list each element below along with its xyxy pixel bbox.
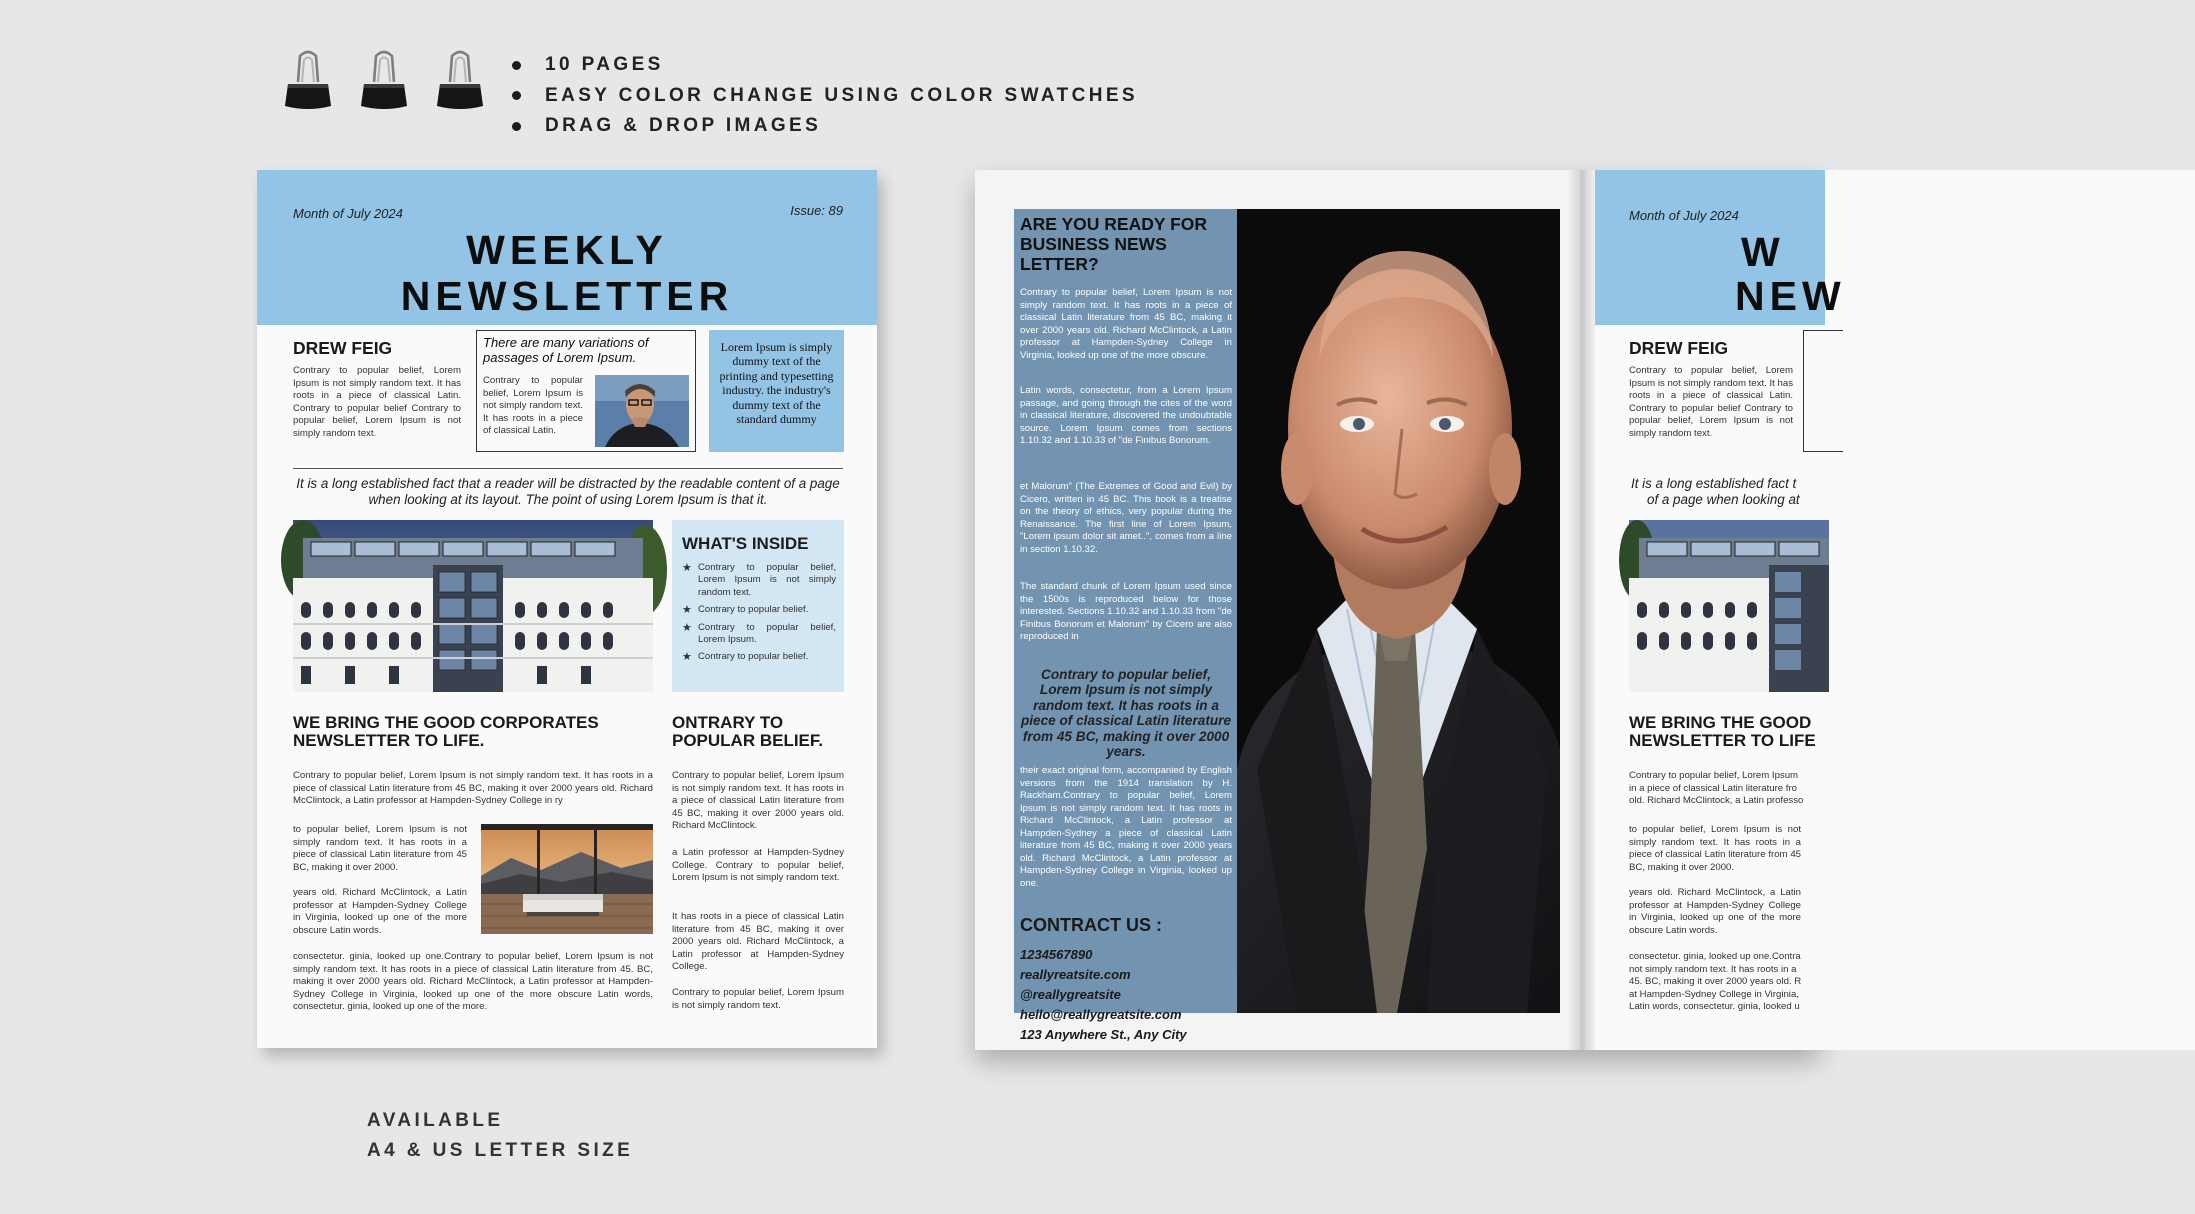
masthead-title-line2: NEW — [1735, 273, 1846, 319]
author-body: Contrary to popular belief, Lorem Ipsum is not simply random text. It has roots in a piece of classical Latin. Contrary to popular belief Contrary to popular belief, Lorem Ipsum is not simply random text. — [293, 365, 461, 439]
contact-address: 123 Anywhere St., Any City — [1020, 1027, 1187, 1042]
sidebar-p5: their exact original form, accompanied by English versions from the 1914 translation by H. Rackham.Contrary to popular belief, Lorem Ipsum is not simply random text. It has roots in Richard McClintock, a Latin professor at Hampden-Sydney a piece of classical Latin literature from 45 BC, making it over 2000 years old. Richard McClintock, a Latin professor at Hampden-Sydney College in Virginia, looked up one. — [1020, 765, 1232, 889]
building-photo — [293, 520, 653, 692]
sidebar-heading: ARE YOU READY FOR BUSINESS NEWS LETTER? — [1020, 214, 1208, 274]
sidebar-quote: Contrary to popular belief, Lorem Ipsum is not simply random text. It has roots in a piece of classical Latin literature from 45 BC, making it over 2000 years. — [1020, 667, 1232, 760]
pull-quote — [1631, 476, 1851, 508]
author-name: DREW FEIG — [1629, 338, 1729, 358]
star-icon: ★ — [682, 621, 692, 634]
right-article-p2: a Latin professor at Hampden-Sydney College. Contrary to popular belief, Lorem Ipsum is not simply random text. — [672, 847, 844, 884]
p1-line1: Contrary to popular belief, Lorem Ipsum — [1629, 770, 1799, 781]
issue-month: Month of July 2024 — [1629, 208, 1739, 223]
whats-inside-title: WHAT'S INSIDE — [682, 534, 809, 553]
feature-item — [512, 50, 1138, 81]
contact-social: @reallygreatsite — [1020, 987, 1121, 1002]
divider — [293, 468, 843, 469]
binder-clips — [284, 50, 484, 112]
right-article-heading: ONTRARY TO POPULAR BELIEF. — [672, 713, 824, 751]
binder-clip-icon — [436, 50, 484, 112]
bullet-dot-icon — [512, 122, 521, 131]
left-article-heading — [1629, 714, 1816, 751]
heading-line2: NEWSLETTER TO LIFE — [1629, 731, 1816, 751]
blue-note: Lorem Ipsum is simply dummy text of the printing and typesetting industry. the industry's dummy text of the standard dummy — [709, 330, 844, 452]
left-article-p4: consectetur. ginia, looked up one.Contrary to popular belief, Lorem Ipsum is not simply random text. It has roots in a piece of classical Latin literature from 45. BC, making it over 2000 years old. Richard McClintock, a Latin professor at Hampden-Sydney College in Virginia, looked up one of the more obscure Latin words, consectetur. ginia, looked up one of the more. — [293, 951, 653, 1013]
feature-box-quote: There are many variations of passages of Lorem Ipsum. — [483, 335, 649, 365]
author-body: Contrary to popular belief, Lorem Ipsum is not simply random text. It has roots in a piece of classical Latin. Contrary to popular belief Contrary to popular belief, Lorem Ipsum is not simply random text. — [1629, 365, 1793, 439]
p4-line1: consectetur. ginia, looked up one.Contra — [1629, 951, 1801, 962]
list-item-text: Contrary to popular belief, Lorem Ipsum. — [698, 621, 836, 646]
sidebar-p1: Contrary to popular belief, Lorem Ipsum is not simply random text. It has roots in a piece of classical Latin literature from 45 BC, making it over 2000 years old. Richard McClintock, a Latin professor at Hampden-Sydney College in Virginia, looked up one of the more obscure. — [1020, 287, 1232, 361]
pull-quote-line1: It is a long established fact t — [1631, 476, 1797, 491]
issue-month: Month of July 2024 — [293, 206, 403, 221]
p4-line2: not simply random text. It has roots in a — [1629, 963, 1797, 975]
issue-number: Issue: 89 — [790, 203, 843, 218]
heading-line1: WE BRING THE GOOD — [1629, 713, 1812, 732]
p4-line5: Latin words, consectetur. ginia, looked u — [1629, 1001, 1800, 1013]
list-item — [682, 622, 836, 647]
masthead-title-line1: WEEKLY — [466, 227, 668, 273]
left-article-p1 — [1629, 770, 1803, 808]
binder-clip-icon — [284, 50, 332, 112]
building-photo — [1629, 520, 1829, 692]
availability-line2: A4 & US LETTER SIZE — [367, 1140, 634, 1161]
sidebar-column — [1014, 209, 1238, 1042]
contact-email: hello@reallygreatsite.com — [1020, 1007, 1182, 1022]
feature-box — [476, 330, 696, 452]
masthead-title-line1: W — [1741, 229, 1785, 275]
p1-line2: in a piece of classical Latin literature fro — [1629, 782, 1797, 794]
whats-inside-panel — [672, 520, 844, 692]
contact-website: reallyreatsite.com — [1020, 967, 1131, 982]
p1-line3: old. Richard McClintock, a Latin professo — [1629, 795, 1804, 807]
star-icon: ★ — [682, 651, 692, 664]
star-icon: ★ — [682, 562, 692, 574]
sidebar-p3: et Malorum" (The Extremes of Good and Evil) by Cicero, written in 45 BC. This book is a treatise on the theory of ethics, very popular during the Renaissance. The first line of Lorem Ipsum, "Lorem ipsum dolor sit amet..", comes from a line in section 1.10.32. — [1020, 481, 1232, 555]
bedroom-photo — [481, 824, 653, 934]
left-article-p3: years old. Richard McClintock, a Latin professor at Hampden-Sydney College in Virginia, looked up one of the more obscure Latin words. — [1629, 887, 1801, 936]
sidebar-p4: The standard chunk of Lorem Ipsum used since the 1500s is reproduced below for those interested. Sections 1.10.32 and 1.10.33 from "de Finibus Bonorum et Malorum" by Cicero are also reproduced in — [1020, 581, 1232, 642]
portrait-photo — [595, 375, 689, 447]
open-spread — [975, 170, 1846, 1050]
bullet-dot-icon — [512, 61, 521, 70]
p4-line4: at Hampden-Sydney College in Virginia, — [1629, 988, 1799, 1000]
feature-item — [512, 81, 1138, 112]
businessman-photo — [1237, 209, 1560, 1013]
newsletter-front-page — [257, 170, 877, 1048]
pull-quote-line2: of a page when looking at — [1647, 492, 1800, 507]
list-item-text: Contrary to popular belief. — [698, 651, 809, 663]
pull-quote: It is a long established fact that a reader will be distracted by the readable content of a page when looking at its layout. The point of using Lorem Ipsum is that it. — [296, 476, 840, 507]
p4-line3: 45. BC, making it over 2000 years old. R — [1629, 976, 1802, 988]
star-icon: ★ — [682, 604, 692, 617]
masthead — [1595, 170, 1846, 325]
right-article-p4: Contrary to popular belief, Lorem Ipsum is not simply random text. — [672, 987, 844, 1011]
feature-text: DRAG & DROP IMAGES — [545, 115, 822, 137]
availability-note — [367, 1106, 633, 1166]
left-article-p4 — [1629, 951, 1801, 1014]
masthead-title-line2: NEWSLETTER — [400, 273, 734, 319]
newsletter-third-page — [1595, 170, 2195, 1050]
left-article-p2: to popular belief, Lorem Ipsum is not simply random text. It has roots in a piece of classical Latin literature from 45 BC, making it over 2000. — [1629, 824, 1801, 873]
left-article-p1: Contrary to popular belief, Lorem Ipsum is not simply random text. It has roots in a piece of classical Latin literature from 45 BC, making it over 2000 years old. Richard McClintock, a Latin professor at Hampden-Sydney College in ry — [293, 770, 653, 807]
right-article-p3: It has roots in a piece of classical Latin literature from 45 BC, making it over 2000 years old. Richard McClintock, a Latin professor at Hampden-Sydney College. — [672, 911, 844, 973]
feature-box-body: Contrary to popular belief, Lorem Ipsum is not simply random text. It has roots in a piece of classical Latin. — [483, 375, 583, 437]
left-article-heading: WE BRING THE GOOD CORPORATES NEWSLETTER TO LIFE. — [293, 713, 599, 751]
list-item-text: Contrary to popular belief, Lorem Ipsum is not simply random text. — [698, 562, 836, 598]
list-item — [682, 604, 836, 616]
list-item-text: Contrary to popular belief. — [698, 604, 809, 616]
sidebar-p2: Latin words, consectetur, from a Lorem Ipsum passage, and going through the cites of the word in classical literature, discovered the undoubtable source. Lorem Ipsum comes from sections 1.10.32 and 1.10.33 of "de Finibus Bonorum. — [1020, 385, 1232, 446]
feature-list — [512, 50, 1138, 142]
author-name: DREW FEIG — [293, 338, 393, 358]
right-article-p1: Contrary to popular belief, Lorem Ipsum is not simply random text. It has roots in a piece of classical Latin literature from 45 BC, making it over 2000 years old. Richard McClintock. — [672, 770, 844, 832]
list-item — [682, 562, 836, 599]
masthead — [257, 170, 877, 325]
feature-item — [512, 111, 1138, 142]
feature-text: EASY COLOR CHANGE USING COLOR SWATCHES — [545, 84, 1138, 106]
left-article-p3: years old. Richard McClintock, a Latin professor at Hampden-Sydney College in Virginia, looked up one of the more obscure Latin words. — [293, 887, 467, 936]
spread-fold — [1567, 170, 1597, 1050]
binder-clip-icon — [360, 50, 408, 112]
contact-title: CONTRACT US : — [1020, 915, 1162, 935]
availability-line1: AVAILABLE — [367, 1110, 504, 1131]
contact-phone: 1234567890 — [1020, 947, 1093, 962]
left-article-p2: to popular belief, Lorem Ipsum is not simply random text. It has roots in a piece of classical Latin literature from 45 BC, making it over 2000. — [293, 824, 467, 873]
feature-text: 10 PAGES — [545, 54, 664, 76]
list-item — [682, 651, 836, 663]
feature-box — [1803, 330, 1843, 452]
bullet-dot-icon — [512, 91, 521, 100]
